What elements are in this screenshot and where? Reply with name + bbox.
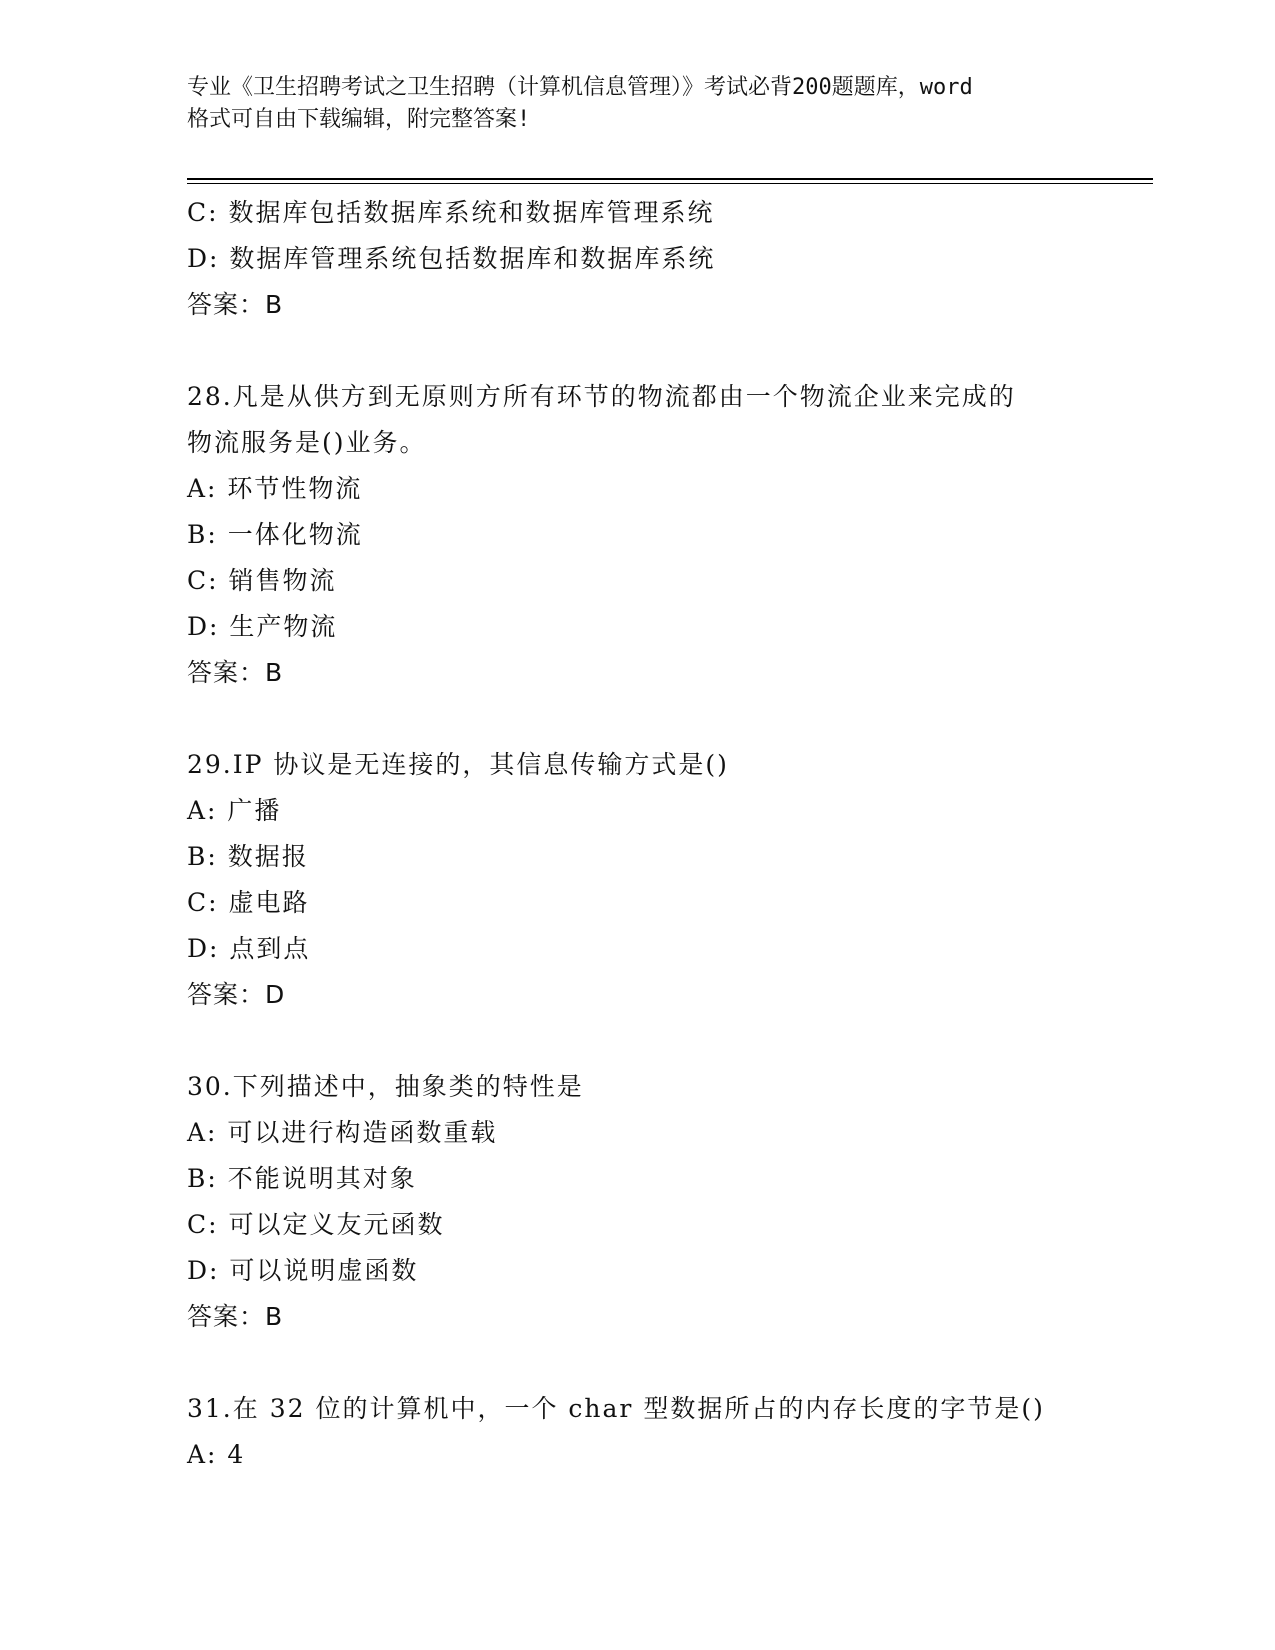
option-c: C: 可以定义友元函数 xyxy=(187,1210,445,1239)
question-stem: 30.下列描述中，抽象类的特性是 xyxy=(187,1072,584,1101)
question-stem-cont: 物流服务是()业务。 xyxy=(187,428,427,457)
answer-line: 答案：D xyxy=(187,980,286,1009)
header-line-2: 格式可自由下载编辑，附完整答案! xyxy=(187,107,531,132)
question-29 xyxy=(187,742,1107,1018)
option-d: D: 数据库管理系统包括数据库和数据库系统 xyxy=(187,244,716,273)
option-a: A: 可以进行构造函数重载 xyxy=(187,1118,498,1147)
question-31 xyxy=(187,1386,1107,1478)
document-header xyxy=(187,72,1087,136)
option-b: B: 一体化物流 xyxy=(187,520,363,549)
answer-line: 答案：B xyxy=(187,658,284,687)
option-c: C: 销售物流 xyxy=(187,566,337,595)
option-d: D: 点到点 xyxy=(187,934,311,963)
header-rule-thin xyxy=(187,183,1153,184)
option-a: A: 广播 xyxy=(187,796,282,825)
question-stem: 31.在 32 位的计算机中，一个 char 型数据所占的内存长度的字节是() xyxy=(187,1394,1045,1423)
header-rule-thick xyxy=(187,178,1153,180)
question-28 xyxy=(187,374,1107,696)
answer-line: 答案：B xyxy=(187,290,284,319)
option-c: C: 数据库包括数据库系统和数据库管理系统 xyxy=(187,198,715,227)
option-b: B: 数据报 xyxy=(187,842,309,871)
option-a: A: 环节性物流 xyxy=(187,474,363,503)
prev-question xyxy=(187,190,1107,328)
question-stem: 28.凡是从供方到无原则方所有环节的物流都由一个物流企业来完成的 xyxy=(187,382,1016,411)
option-d: D: 可以说明虚函数 xyxy=(187,1256,419,1285)
answer-line: 答案：B xyxy=(187,1302,284,1331)
option-a: A: 4 xyxy=(187,1440,246,1469)
question-stem: 29.IP 协议是无连接的，其信息传输方式是() xyxy=(187,750,729,779)
question-30 xyxy=(187,1064,1107,1340)
option-d: D: 生产物流 xyxy=(187,612,338,641)
option-c: C: 虚电路 xyxy=(187,888,310,917)
question-list xyxy=(187,190,1107,1478)
header-line-1: 专业《卫生招聘考试之卫生招聘（计算机信息管理）》考试必背200题题库，word xyxy=(187,75,973,100)
option-b: B: 不能说明其对象 xyxy=(187,1164,417,1193)
